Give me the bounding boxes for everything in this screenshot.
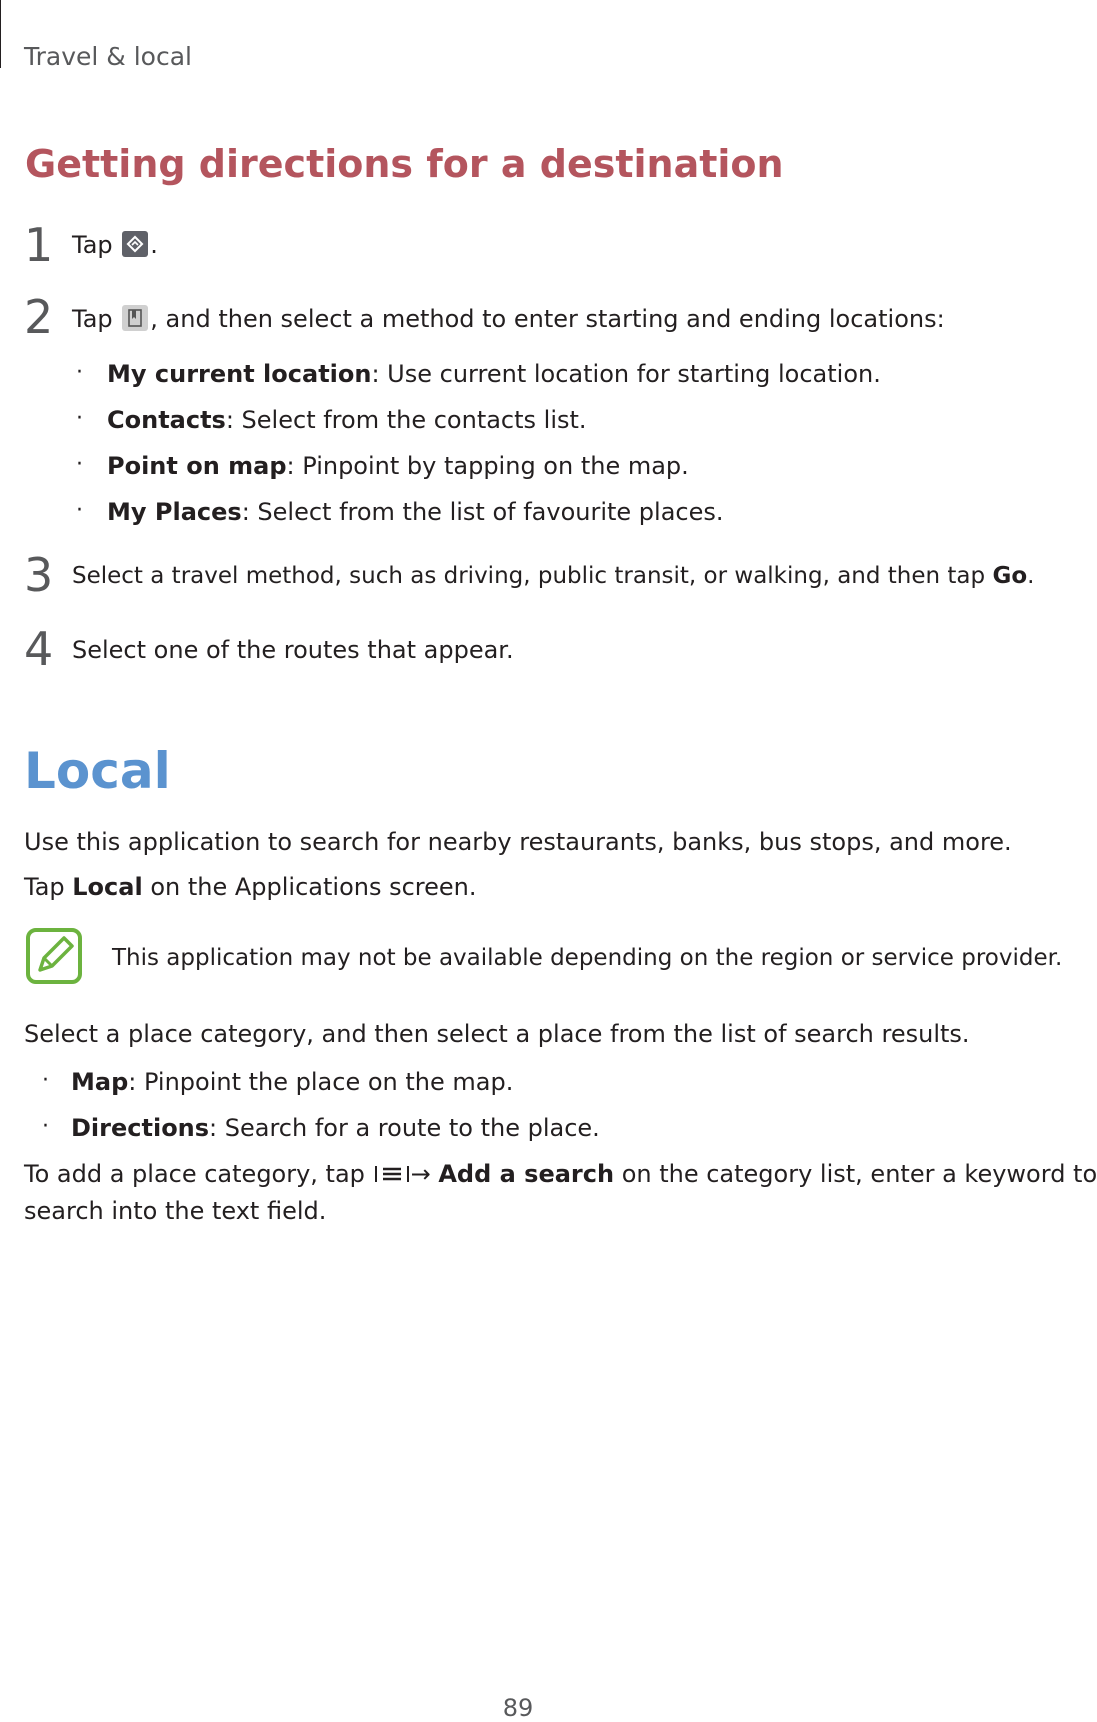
list-item: Directions: Search for a route to the place. (71, 1114, 600, 1142)
bullet-dot: · (42, 1114, 49, 1139)
step-4-number: 4 (24, 622, 54, 676)
step-1-text: Tap . (72, 231, 158, 259)
local-tap-text: Tap Local on the Applications screen. (24, 873, 477, 901)
bookmark-icon (122, 305, 148, 331)
step-2-text: Tap , and then select a method to enter starting and ending locations: (72, 305, 945, 333)
local-select-text: Select a place category, and then select a place from the list of search results. (24, 1020, 970, 1048)
list-item: Map: Pinpoint the place on the map. (71, 1068, 514, 1096)
list-item: Point on map: Pinpoint by tapping on the map. (107, 452, 689, 480)
header-rule (0, 0, 1, 68)
list-item: Contacts: Select from the contacts list. (107, 406, 587, 434)
local-title: Local (24, 742, 171, 800)
directions-title: Getting directions for a destination (25, 142, 784, 186)
note-icon (26, 928, 82, 984)
bullet-dot: · (76, 360, 83, 385)
section-header: Travel & local (24, 42, 192, 71)
note-text: This application may not be available depending on the region or service provider. (112, 945, 1063, 971)
list-item: My Places: Select from the list of favourite places. (107, 498, 724, 526)
bullet-dot: · (76, 498, 83, 523)
local-intro: Use this application to search for nearby restaurants, banks, bus stops, and more. (24, 828, 1012, 856)
bullet-dot: · (76, 406, 83, 431)
bullet-dot: · (42, 1068, 49, 1093)
menu-icon (375, 1162, 409, 1184)
page-number: 89 (502, 1694, 534, 1722)
add-category-text-line2: search into the text field. (24, 1197, 327, 1225)
step-3-text: Select a travel method, such as driving, public transit, or walking, and then tap Go. (72, 563, 1035, 589)
list-item: My current location: Use current location for starting location. (107, 360, 881, 388)
bullet-dot: · (76, 452, 83, 477)
step-2-number: 2 (24, 290, 54, 344)
step-3-number: 3 (24, 548, 54, 602)
step-4-text: Select one of the routes that appear. (72, 636, 514, 664)
navigation-icon (122, 231, 148, 257)
add-category-text: To add a place category, tap → Add a search on the category list, enter a keyword to (24, 1160, 1097, 1188)
step-1-number: 1 (24, 218, 54, 272)
